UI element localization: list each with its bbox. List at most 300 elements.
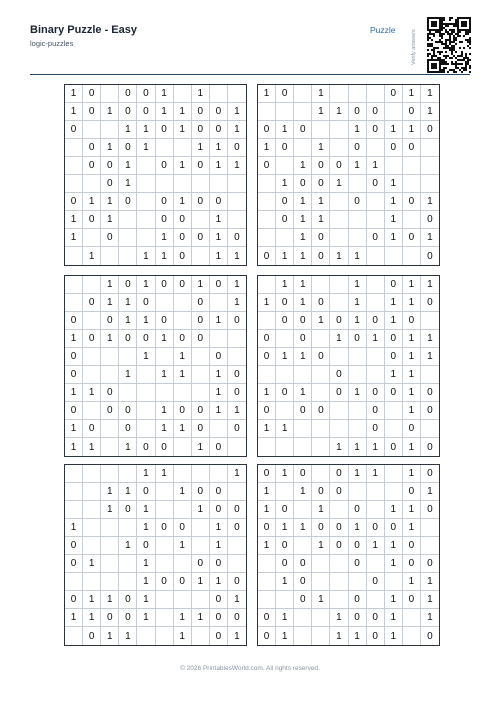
grid-cell: 0 (367, 121, 385, 139)
grid-cell: 1 (174, 627, 192, 645)
grid-cell[interactable] (156, 294, 174, 312)
grid-cell[interactable] (192, 211, 210, 229)
grid-cell[interactable] (349, 229, 367, 247)
grid-cell[interactable] (276, 591, 294, 609)
grid-cell: 1 (312, 537, 330, 555)
grid-cell[interactable] (312, 121, 330, 139)
grid-cell: 0 (276, 537, 294, 555)
grid-cell[interactable] (367, 139, 385, 157)
grid-cell[interactable] (137, 211, 155, 229)
grid-cell[interactable] (65, 157, 83, 175)
grid-cell[interactable] (294, 438, 312, 456)
grid-cell[interactable] (349, 366, 367, 384)
grid-cell[interactable] (156, 348, 174, 366)
grid-cell[interactable] (83, 483, 101, 501)
grid-cell[interactable] (119, 247, 137, 265)
grid-cell: 0 (228, 573, 246, 591)
grid-cell[interactable] (312, 276, 330, 294)
grid-cell[interactable] (156, 139, 174, 157)
grid-cell: 1 (403, 348, 421, 366)
grid-cell[interactable] (192, 348, 210, 366)
grid-cell: 0 (385, 438, 403, 456)
grid-cell: 1 (294, 294, 312, 312)
grid-cell: 1 (312, 103, 330, 121)
grid-cell: 1 (276, 121, 294, 139)
grid-cell: 0 (330, 157, 348, 175)
grid-cell[interactable] (83, 121, 101, 139)
grid-cell[interactable] (294, 139, 312, 157)
qr-code-icon (427, 17, 471, 73)
grid-cell[interactable] (83, 366, 101, 384)
grid-cell[interactable] (83, 465, 101, 483)
grid-cell: 0 (421, 294, 439, 312)
grid-cell: 0 (119, 193, 137, 211)
grid-cell[interactable] (330, 420, 348, 438)
grid-cell[interactable] (101, 573, 119, 591)
grid-cell[interactable] (83, 312, 101, 330)
grid-cell: 1 (210, 247, 228, 265)
grid-cell: 1 (385, 591, 403, 609)
grid-cell: 1 (137, 501, 155, 519)
grid-cell[interactable] (228, 85, 246, 103)
grid-cell: 0 (210, 193, 228, 211)
grid-cell: 1 (119, 537, 137, 555)
grid-cell[interactable] (312, 438, 330, 456)
grid-cell: 0 (210, 276, 228, 294)
grid-cell[interactable] (349, 420, 367, 438)
grid-cell[interactable] (258, 366, 276, 384)
grid-cell[interactable] (210, 175, 228, 193)
grid-cell[interactable] (174, 139, 192, 157)
grid-cell: 1 (330, 103, 348, 121)
grid-cell: 0 (312, 519, 330, 537)
grid-cell[interactable] (228, 193, 246, 211)
grid-cell[interactable] (403, 627, 421, 645)
grid-cell[interactable] (228, 211, 246, 229)
grid-cell[interactable] (192, 519, 210, 537)
grid-cell[interactable] (119, 573, 137, 591)
grid-cell: 0 (210, 501, 228, 519)
grid-cell: 1 (385, 294, 403, 312)
grid-cell[interactable] (330, 276, 348, 294)
grid-cell[interactable] (174, 85, 192, 103)
grid-cell[interactable] (156, 555, 174, 573)
grid-cell[interactable] (156, 483, 174, 501)
grid-cell[interactable] (258, 103, 276, 121)
grid-cell[interactable] (119, 465, 137, 483)
grid-cell[interactable] (349, 573, 367, 591)
grid-cell[interactable] (367, 294, 385, 312)
grid-cell[interactable] (421, 157, 439, 175)
grid-cell[interactable] (83, 229, 101, 247)
grid-cell[interactable] (294, 85, 312, 103)
grid-cell: 1 (65, 103, 83, 121)
grid-cell[interactable] (385, 157, 403, 175)
grid-cell[interactable] (65, 294, 83, 312)
grid-cell[interactable] (83, 348, 101, 366)
grid-cell[interactable] (330, 348, 348, 366)
grid-cell: 0 (65, 591, 83, 609)
grid-cell[interactable] (312, 366, 330, 384)
grid-cell: 0 (349, 103, 367, 121)
grid-cell: 0 (101, 157, 119, 175)
grid-cell[interactable] (137, 627, 155, 645)
grid-cell[interactable] (258, 229, 276, 247)
grid-cell[interactable] (421, 139, 439, 157)
grid-cell: 1 (349, 312, 367, 330)
grid-cell[interactable] (276, 103, 294, 121)
grid-cell[interactable] (83, 402, 101, 420)
grid-cell: 1 (421, 348, 439, 366)
grid-cell[interactable] (349, 175, 367, 193)
grid-cell[interactable] (137, 366, 155, 384)
grid-cell: 0 (192, 312, 210, 330)
grid-cell[interactable] (192, 384, 210, 402)
grid-cell: 0 (258, 330, 276, 348)
grid-cell[interactable] (83, 276, 101, 294)
grid-cell[interactable] (312, 609, 330, 627)
grid-cell[interactable] (101, 247, 119, 265)
grid-cell[interactable] (330, 229, 348, 247)
grid-cell[interactable] (174, 384, 192, 402)
grid-cell: 1 (349, 384, 367, 402)
grid-cell[interactable] (83, 519, 101, 537)
grid-cell: 0 (294, 121, 312, 139)
grid-cell[interactable] (137, 157, 155, 175)
grid-cell[interactable] (192, 627, 210, 645)
grid-cell: 0 (83, 139, 101, 157)
grid-cell[interactable] (258, 312, 276, 330)
grid-cell[interactable] (156, 609, 174, 627)
grid-cell[interactable] (258, 555, 276, 573)
grid-cell[interactable] (294, 103, 312, 121)
grid-cell[interactable] (174, 312, 192, 330)
grid-cell: 1 (83, 384, 101, 402)
grid-cell[interactable] (228, 537, 246, 555)
grid-cell: 0 (258, 121, 276, 139)
grid-cell: 1 (258, 294, 276, 312)
grid-cell[interactable] (421, 312, 439, 330)
grid-cell[interactable] (330, 121, 348, 139)
grid-cell: 0 (403, 193, 421, 211)
grid-cell: 0 (119, 103, 137, 121)
grid-cell: 1 (228, 276, 246, 294)
grid-cell[interactable] (258, 591, 276, 609)
grid-cell[interactable] (312, 330, 330, 348)
grid-cell[interactable] (367, 591, 385, 609)
grid-cell[interactable] (228, 175, 246, 193)
grid-cell: 0 (228, 420, 246, 438)
grid-cell[interactable] (65, 276, 83, 294)
grid-cell[interactable] (330, 294, 348, 312)
grid-cell: 1 (65, 229, 83, 247)
grid-cell[interactable] (137, 175, 155, 193)
grid-cell[interactable] (101, 348, 119, 366)
grid-cell[interactable] (367, 483, 385, 501)
grid-cell: 1 (349, 294, 367, 312)
grid-cell[interactable] (228, 555, 246, 573)
grid-cell[interactable] (330, 573, 348, 591)
grid-cell[interactable] (385, 247, 403, 265)
grid-cell[interactable] (137, 193, 155, 211)
grid-cell[interactable] (385, 103, 403, 121)
grid-cell[interactable] (349, 85, 367, 103)
grid-cell: 0 (330, 465, 348, 483)
grid-cell[interactable] (276, 402, 294, 420)
grid-cell[interactable] (403, 175, 421, 193)
grid-cell[interactable] (276, 366, 294, 384)
grid-cell: 0 (228, 312, 246, 330)
grid-cell[interactable] (276, 330, 294, 348)
grid-cell[interactable] (174, 591, 192, 609)
grid-cell: 1 (137, 348, 155, 366)
grid-cell[interactable] (65, 627, 83, 645)
grid-cell[interactable] (385, 402, 403, 420)
grid-cell[interactable] (119, 211, 137, 229)
grid-cell[interactable] (101, 555, 119, 573)
grid-cell[interactable] (119, 229, 137, 247)
grid-cell: 0 (349, 193, 367, 211)
grid-cell[interactable] (367, 193, 385, 211)
grid-cell: 1 (228, 103, 246, 121)
grid-cell[interactable] (228, 330, 246, 348)
grid-cell: 0 (192, 330, 210, 348)
grid-cell[interactable] (421, 420, 439, 438)
grid-cell: 0 (385, 139, 403, 157)
grid-cell: 0 (258, 609, 276, 627)
grid-cell: 1 (294, 211, 312, 229)
grid-cell: 1 (156, 247, 174, 265)
grid-cell[interactable] (403, 211, 421, 229)
grid-cell[interactable] (403, 609, 421, 627)
grid-cell[interactable] (258, 438, 276, 456)
grid-cell: 0 (156, 276, 174, 294)
grid-cell: 0 (156, 438, 174, 456)
grid-cell[interactable] (330, 591, 348, 609)
grid-cell[interactable] (312, 465, 330, 483)
grid-cell: 0 (312, 157, 330, 175)
grid-cell: 0 (192, 483, 210, 501)
grid-cell[interactable] (403, 247, 421, 265)
grid-cell[interactable] (276, 229, 294, 247)
grid-cell[interactable] (192, 366, 210, 384)
grid-cell[interactable] (228, 438, 246, 456)
grid-cell[interactable] (421, 537, 439, 555)
grid-cell: 1 (330, 438, 348, 456)
grid-cell[interactable] (367, 348, 385, 366)
grid-cell[interactable] (65, 483, 83, 501)
grid-cell[interactable] (330, 139, 348, 157)
grid-cell[interactable] (330, 402, 348, 420)
grid-cell[interactable] (65, 247, 83, 265)
grid-cell: 0 (101, 384, 119, 402)
grid-cell[interactable] (294, 609, 312, 627)
grid-cell: 0 (312, 402, 330, 420)
grid-cell: 1 (330, 175, 348, 193)
grid-cell[interactable] (137, 229, 155, 247)
grid-cell[interactable] (330, 85, 348, 103)
grid-cell[interactable] (101, 537, 119, 555)
grid-cell[interactable] (421, 519, 439, 537)
grid-cell[interactable] (276, 438, 294, 456)
grid-cell[interactable] (65, 465, 83, 483)
grid-cell[interactable] (101, 465, 119, 483)
grid-cell[interactable] (385, 483, 403, 501)
grid-cell[interactable] (137, 384, 155, 402)
grid-cell: 0 (192, 420, 210, 438)
grid-cell[interactable] (294, 420, 312, 438)
grid-cell[interactable] (330, 211, 348, 229)
grid-cell[interactable] (65, 501, 83, 519)
grid-cell: 1 (312, 211, 330, 229)
grid-cell[interactable] (174, 175, 192, 193)
grid-cell[interactable] (156, 384, 174, 402)
grid-cell[interactable] (137, 420, 155, 438)
grid-cell[interactable] (119, 348, 137, 366)
grid-cell[interactable] (119, 555, 137, 573)
grid-cell[interactable] (312, 420, 330, 438)
grid-cell[interactable] (156, 627, 174, 645)
grid-cell[interactable] (228, 348, 246, 366)
grid-cell[interactable] (83, 175, 101, 193)
grid-cell[interactable] (156, 501, 174, 519)
grid-cell[interactable] (349, 211, 367, 229)
grid-cell[interactable] (210, 420, 228, 438)
grid-cell[interactable] (312, 384, 330, 402)
grid-cell: 1 (83, 438, 101, 456)
grid-cell[interactable] (258, 211, 276, 229)
grid-cell: 1 (349, 627, 367, 645)
grid-cell[interactable] (228, 483, 246, 501)
grid-cell[interactable] (312, 555, 330, 573)
puzzle-grid-1 (64, 84, 247, 266)
grid-cell[interactable] (192, 175, 210, 193)
grid-cell: 1 (330, 330, 348, 348)
grid-cell: 1 (385, 312, 403, 330)
grid-cell: 0 (294, 312, 312, 330)
grid-cell[interactable] (330, 501, 348, 519)
grid-cell[interactable] (101, 85, 119, 103)
grid-cell[interactable] (101, 121, 119, 139)
grid-cell: 0 (119, 591, 137, 609)
grid-cell[interactable] (174, 501, 192, 519)
grid-cell[interactable] (156, 591, 174, 609)
grid-cell[interactable] (421, 175, 439, 193)
grid-cell: 0 (65, 193, 83, 211)
grid-cell[interactable] (65, 573, 83, 591)
grid-cell: 1 (294, 193, 312, 211)
grid-cell[interactable] (276, 483, 294, 501)
grid-cell[interactable] (101, 366, 119, 384)
grid-cell[interactable] (385, 420, 403, 438)
grid-cell: 1 (65, 519, 83, 537)
grid-cell[interactable] (349, 402, 367, 420)
grid-cell[interactable] (65, 139, 83, 157)
grid-cell: 0 (192, 121, 210, 139)
grid-cell[interactable] (101, 519, 119, 537)
grid-cell: 1 (421, 573, 439, 591)
grid-cell[interactable] (210, 465, 228, 483)
grid-cell: 1 (101, 501, 119, 519)
grid-cell[interactable] (312, 627, 330, 645)
grid-cell: 1 (349, 465, 367, 483)
grid-cell: 0 (258, 157, 276, 175)
grid-cell[interactable] (174, 465, 192, 483)
grid-cell[interactable] (421, 366, 439, 384)
grid-cell[interactable] (119, 384, 137, 402)
grid-cell[interactable] (294, 627, 312, 645)
grid-cell: 0 (349, 609, 367, 627)
grid-cell: 0 (83, 211, 101, 229)
grid-cell: 1 (156, 330, 174, 348)
grid-cell[interactable] (174, 555, 192, 573)
grid-cell[interactable] (367, 555, 385, 573)
grid-cell: 1 (385, 366, 403, 384)
grid-cell[interactable] (83, 501, 101, 519)
grid-cell[interactable] (330, 193, 348, 211)
grid-cell[interactable] (192, 591, 210, 609)
grid-cell: 0 (192, 555, 210, 573)
grid-cell[interactable] (385, 465, 403, 483)
grid-cell[interactable] (101, 420, 119, 438)
grid-cell[interactable] (210, 294, 228, 312)
grid-cell[interactable] (385, 573, 403, 591)
grid-cell: 0 (294, 573, 312, 591)
grid-cell[interactable] (367, 85, 385, 103)
grid-cell[interactable] (330, 555, 348, 573)
grid-cell[interactable] (312, 573, 330, 591)
grid-cell[interactable] (294, 537, 312, 555)
grid-cell[interactable] (192, 247, 210, 265)
grid-cell[interactable] (156, 175, 174, 193)
grid-cell[interactable] (137, 402, 155, 420)
grid-cell[interactable] (83, 573, 101, 591)
grid-cell[interactable] (367, 276, 385, 294)
grid-cell[interactable] (258, 573, 276, 591)
grid-cell: 0 (367, 609, 385, 627)
grid-cell[interactable] (349, 483, 367, 501)
grid-cell[interactable] (349, 348, 367, 366)
grid-cell[interactable] (367, 366, 385, 384)
grid-cell[interactable] (258, 193, 276, 211)
grid-cell[interactable] (294, 366, 312, 384)
grid-cell[interactable] (294, 501, 312, 519)
grid-cell[interactable] (367, 247, 385, 265)
grid-cell: 1 (385, 193, 403, 211)
grid-cell: 0 (403, 103, 421, 121)
grid-cell[interactable] (192, 537, 210, 555)
grid-cell: 0 (294, 465, 312, 483)
grid-cell[interactable] (192, 465, 210, 483)
grid-cell: 1 (312, 312, 330, 330)
grid-cell[interactable] (119, 519, 137, 537)
grid-cell[interactable] (156, 537, 174, 555)
grid-cell[interactable] (258, 175, 276, 193)
grid-cell[interactable] (210, 85, 228, 103)
copyright-footer: © 2026 PrintablesWorld.com. All rights reserved. (180, 665, 320, 672)
grid-cell[interactable] (101, 438, 119, 456)
grid-cell[interactable] (367, 211, 385, 229)
grid-cell[interactable] (174, 294, 192, 312)
grid-cell[interactable] (65, 175, 83, 193)
grid-cell[interactable] (403, 157, 421, 175)
grid-cell[interactable] (83, 537, 101, 555)
grid-cell[interactable] (276, 157, 294, 175)
grid-cell[interactable] (367, 501, 385, 519)
grid-cell[interactable] (210, 330, 228, 348)
grid-cell[interactable] (258, 276, 276, 294)
grid-cell[interactable] (174, 438, 192, 456)
